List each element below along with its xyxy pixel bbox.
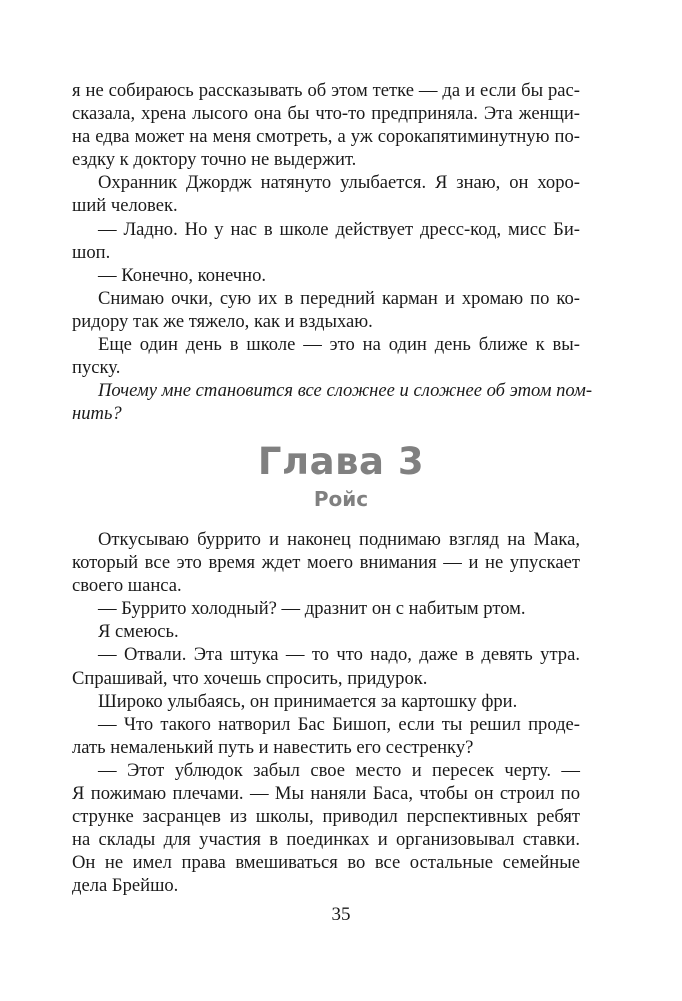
text-line: ший человек.: [72, 195, 178, 217]
text-line: ридору так же тяжело, как и вздыхаю.: [72, 310, 373, 332]
text-line: — Отвали. Эта штука — то что надо, даже в девять утра.: [98, 644, 580, 666]
text-line: Я пожимаю плечами. — Мы наняли Баса, чтобы он строил по: [72, 783, 580, 805]
text-line: Охранник Джордж натянуто улыбается. Я знаю, он хоро-: [98, 172, 580, 194]
text-line: Снимаю очки, сую их в передний карман и хромаю по ко-: [98, 287, 580, 309]
text-line: — Ладно. Но у нас в школе действует дресс-код, мисс Би-: [98, 218, 580, 240]
text-line: — Конечно, конечно.: [98, 264, 267, 286]
text-line: лать немаленький путь и навестить его сестренку?: [72, 736, 474, 758]
text-before-chapter: [72, 79, 593, 425]
text-line: — Что такого натворил Бас Бишоп, если ты решил проде-: [98, 713, 580, 735]
text-line: шоп.: [72, 241, 111, 263]
text-line: Откусываю буррито и наконец поднимаю взгляд на Мака,: [98, 529, 580, 550]
text-line: своего шанса.: [72, 575, 182, 597]
text-line: дела Брейшо.: [72, 875, 179, 897]
text-line: который все это время ждет моего внимания — и не упускает: [72, 552, 580, 574]
text-line: Он не имел права вмешиваться во все остальные семейные: [72, 852, 580, 874]
text-line: Спрашивай, что хочешь спросить, придурок.: [72, 667, 428, 689]
text-line: — Этот ублюдок забыл свое место и пересек черту. —: [98, 759, 580, 781]
text-line: Еще один день в школе — это на один день ближе к вы-: [98, 334, 580, 356]
text-line: струнке засранцев из школы, приводил перспективных ребят: [72, 806, 580, 828]
page-number: 35: [331, 904, 351, 925]
text-line: на едва может на меня смотреть, а уж сорокапятиминутную по-: [72, 126, 580, 148]
text-line: сказала, хрена лысого она бы что-то предприняла. Эта женщи-: [72, 103, 580, 125]
text-line: Я смеюсь.: [98, 621, 179, 643]
chapter-subtitle: Ройс: [313, 487, 369, 511]
text-line: я не собираюсь рассказывать об этом тетке — да и если бы рас-: [72, 80, 580, 101]
text-line: на склады для участия в поединках и организовывал ставки.: [72, 829, 580, 851]
chapter-title: Глава 3: [257, 440, 425, 483]
text-line: Почему мне становится все сложнее и сложнее об этом пом-: [98, 380, 593, 402]
text-line: Широко улыбаясь, он принимается за картошку фри.: [98, 690, 518, 712]
text-line: ездку к доктору точно не выдержит.: [72, 149, 357, 171]
text-line: нить?: [72, 403, 122, 425]
text-line: пуску.: [72, 357, 121, 379]
text-after-chapter: [72, 528, 580, 898]
text-line: — Буррито холодный? — дразнит он с набитым ртом.: [98, 598, 526, 620]
